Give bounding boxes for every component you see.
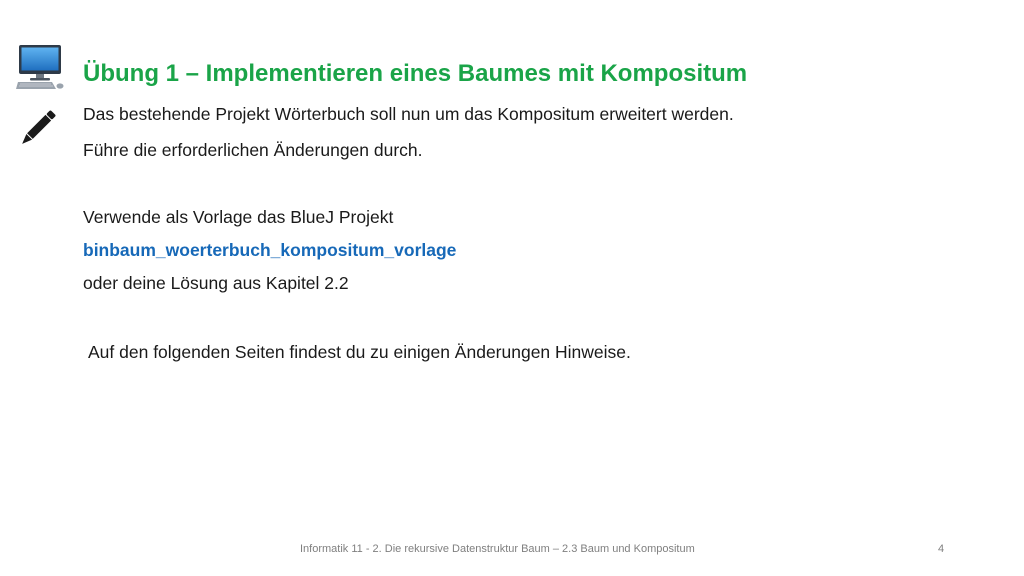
pencil-icon: [16, 108, 58, 150]
template-intro-line: Verwende als Vorlage das BlueJ Projekt: [83, 207, 394, 227]
computer-icon: [15, 44, 65, 90]
page-number: 4: [938, 543, 945, 555]
project-name-link[interactable]: binbaum_woerterbuch_kompositum_vorlage: [83, 240, 457, 260]
slide-title: Übung 1 – Implementieren eines Baumes mit Kompositum: [83, 60, 748, 87]
alternative-line: oder deine Lösung aus Kapitel 2.2: [83, 273, 349, 293]
task-text-line: Führe die erforderlichen Änderungen durch.: [83, 140, 423, 160]
hint-line: Auf den folgenden Seiten findest du zu einigen Änderungen Hinweise.: [88, 342, 631, 362]
footer-text: Informatik 11 - 2. Die rekursive Datenstruktur Baum – 2.3 Baum und Kompositum: [300, 543, 695, 555]
task-text-line: Das bestehende Projekt Wörterbuch soll nun um das Kompositum erweitert werden.: [83, 104, 734, 124]
